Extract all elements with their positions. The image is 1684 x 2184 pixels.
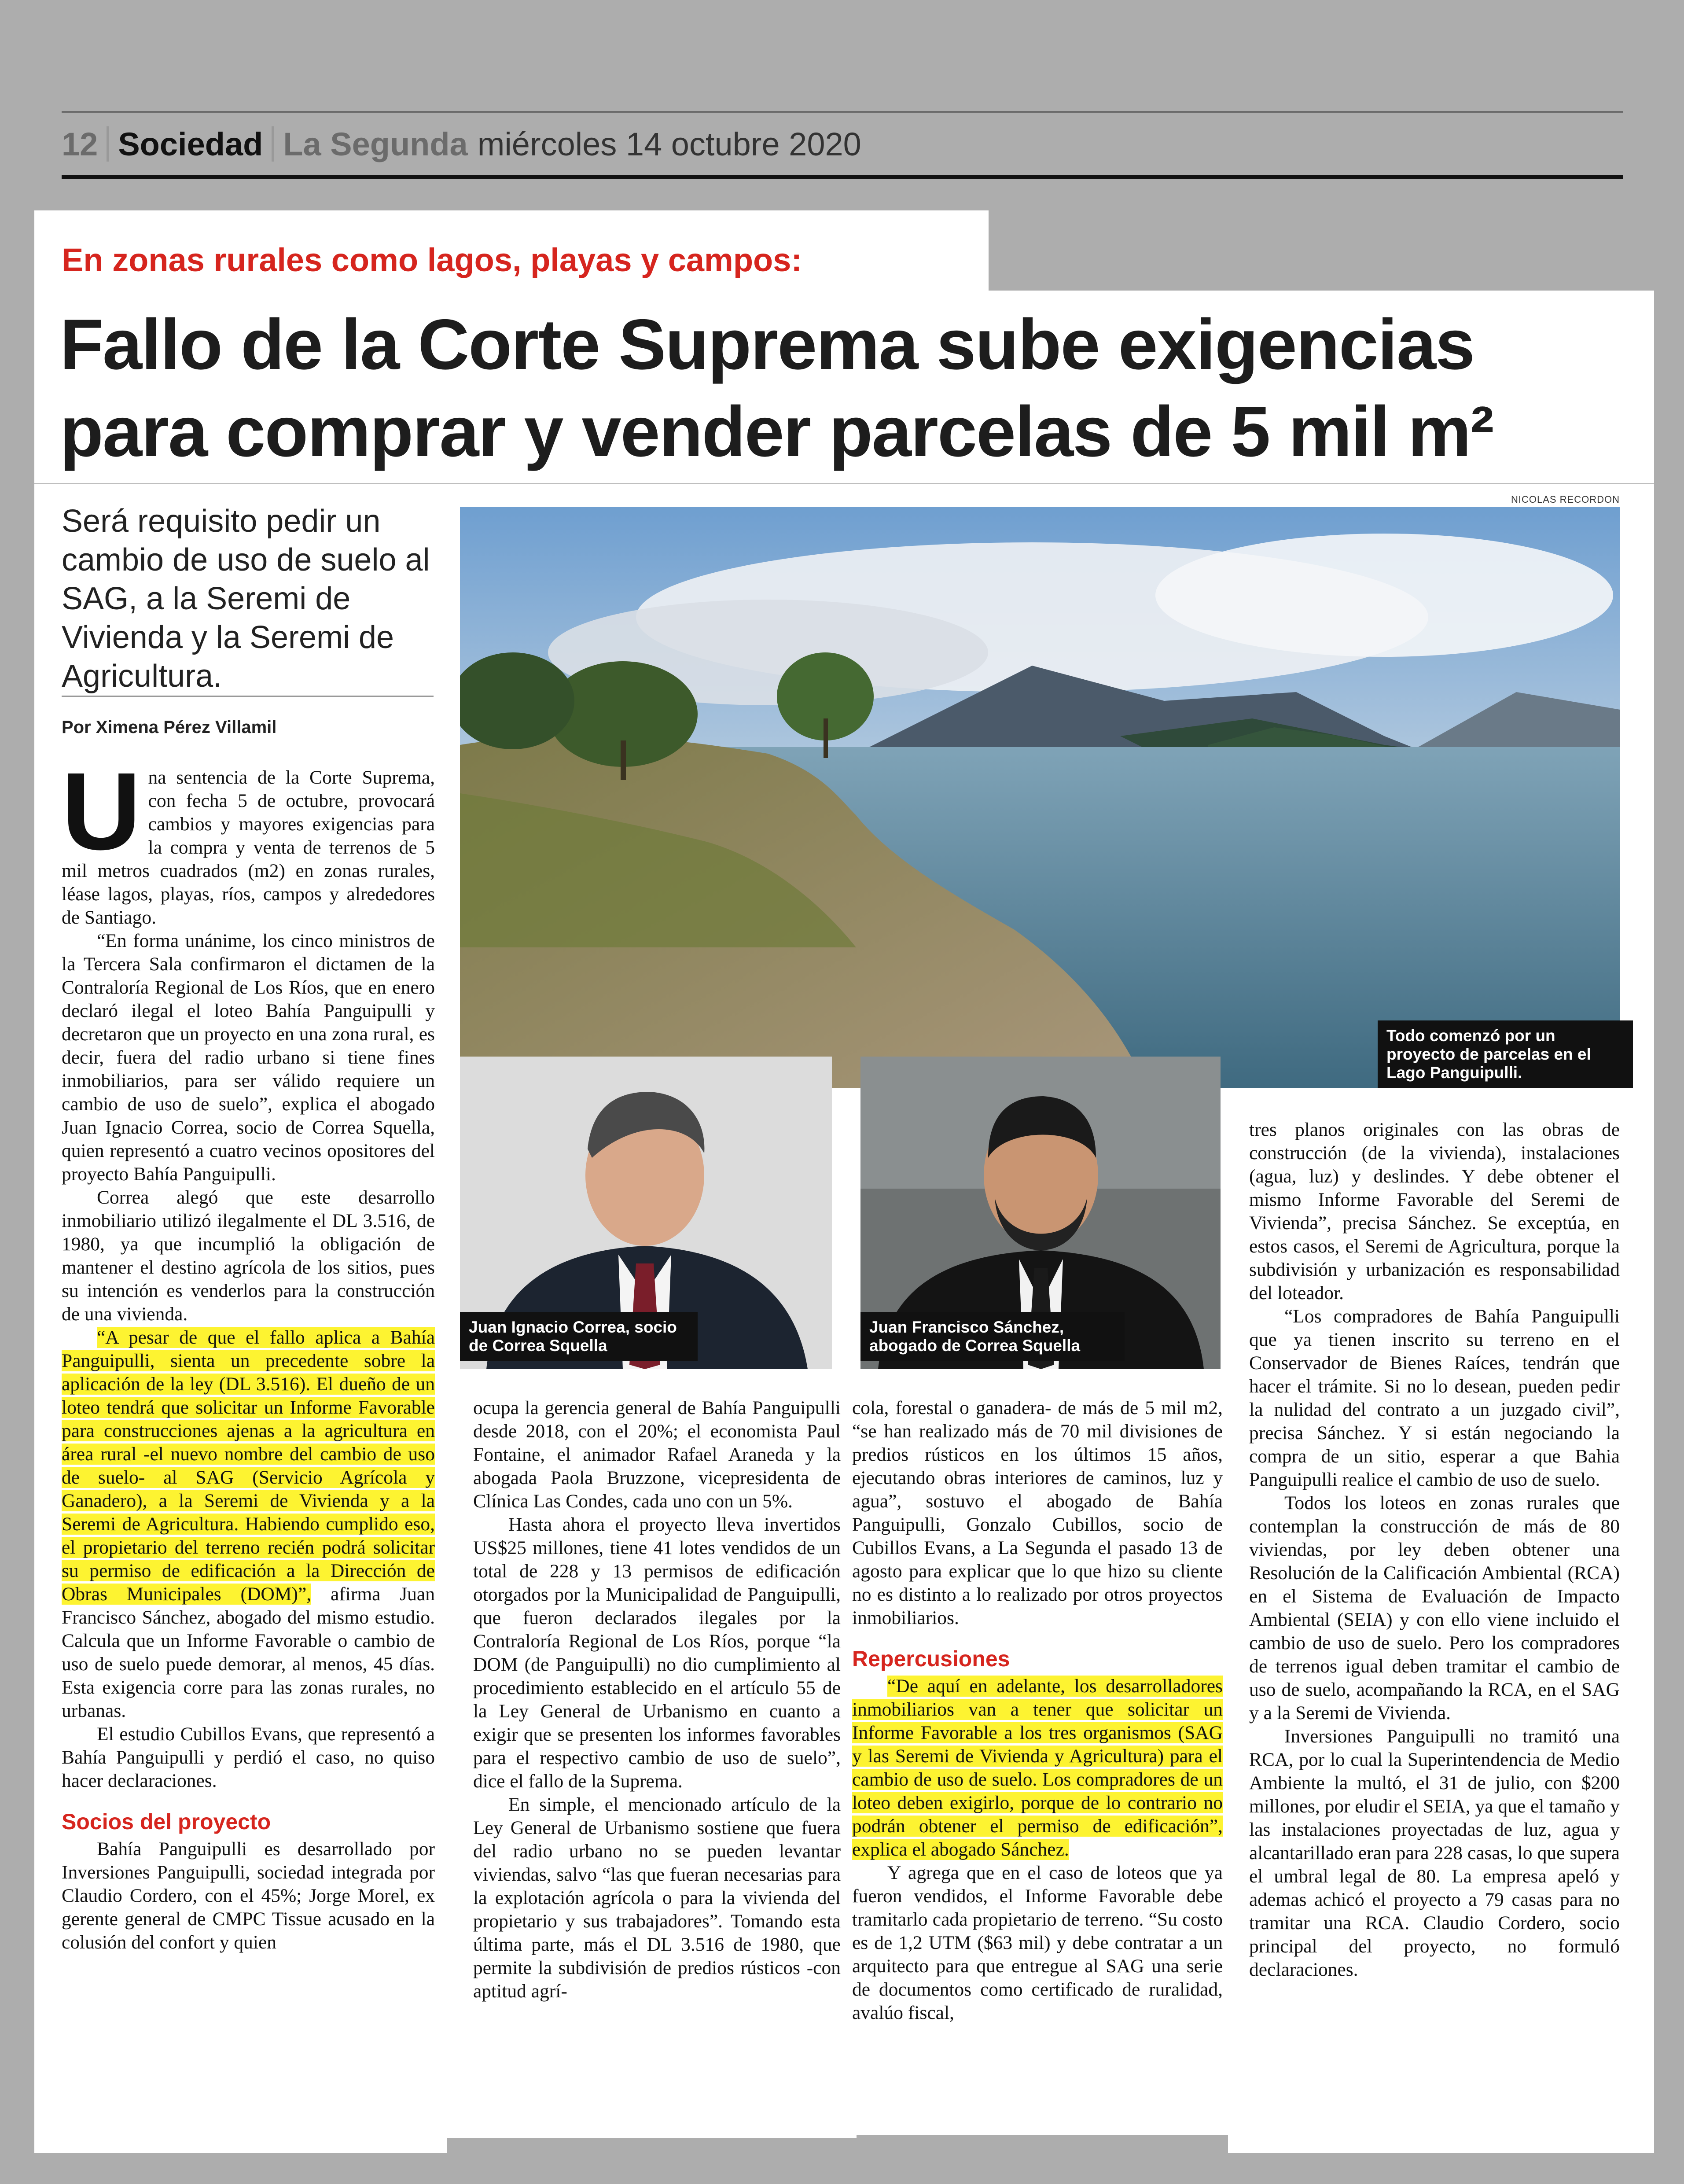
- portrait-caption: Juan Francisco Sánchez, abogado de Correa Squella: [860, 1312, 1125, 1361]
- header-top-rule: [62, 111, 1623, 113]
- highlighted-quote: “A pesar de que el fallo aplica a Bahía Panguipulli, sienta un precedente sobre la aplicación de la ley (DL 3.516). El dueño de un loteo tendrá que solicitar un Informe Favorable para construcciones ajenas a la agricultura en área rural -el nuevo nombre del cambio de uso de suelo- al SAG (Servicio Agrícola y Ganadero), a la Seremi de Vivienda y a la Seremi de Agricultura. Habiendo cumplido eso, el propietario del terreno recién podrá solicitar su permiso de edificación a la Dirección de Obras Municipales (DOM)”,: [62, 1327, 435, 1605]
- page-number: 12: [62, 125, 98, 162]
- article-kicker: En zonas rurales como lagos, playas y campos:: [62, 242, 802, 278]
- paragraph: Todos los loteos en zonas rurales que contemplan la construcción de más de 80 viviendas, por ley deben obtener una Resolución de la Calificación Ambiental (RCA) en el Sistema de Evaluación de Impacto Ambiental (SEIA) y con ello viene incluido el cambio de uso de suelo. Pero los compradores de terrenos igual deben tramitar el cambio de uso de suelo, acompañando la RCA, en el SAG y a la Seremi de Vivienda.: [1249, 1492, 1620, 1724]
- drop-cap: U: [62, 750, 141, 873]
- byline: Por Ximena Pérez Villamil: [62, 718, 277, 737]
- deck-divider: [62, 696, 434, 697]
- photo-caption: Todo comenzó por un proyecto de parcelas en el Lago Panguipulli.: [1378, 1020, 1633, 1088]
- paragraph-text: na sentencia de la Corte Suprema, con fecha 5 de octubre, provocará cambios y mayores exigencias para la compra y venta de terrenos de 5 mil metros cuadrados (m2) en zonas rurales, léase lagos, playas, ríos, campos y alrededores de Santiago.: [62, 767, 435, 928]
- paragraph: Y agrega que en el caso de loteos que ya fueron vendidos, el Informe Favorable debe tramitarlo cada propietario de terreno. “Su costo es de 1,2 UTM ($63 mil) y debe contratar a un arquitecto para que entregue al SAG una serie de documentos como certificado de ruralidad, avalúo fiscal,: [852, 1862, 1223, 2023]
- paragraph: El estudio Cubillos Evans, que representó a Bahía Panguipulli y perdió el caso, no quiso hacer declaraciones.: [62, 1724, 435, 1791]
- paragraph: ocupa la gerencia general de Bahía Panguipulli desde 2018, con el 20%; el economista Paul Fontaine, el animador Rafael Araneda y la abogada Paola Bruzzone, vicepresidenta de Clínica Las Condes, cada uno con un 5%.: [473, 1397, 841, 1512]
- paragraph: Hasta ahora el proyecto lleva invertidos US$25 millones, tiene 41 lotes vendidos de un total de 228 y 13 permisos de edificación otorgados por la Municipalidad de Panguipulli, que fueron declarados ilegales por la Contraloría Regional de Los Ríos, porque “la DOM (de Panguipulli) no dio cumplimiento al procedimiento establecido en el artículo 55 de la Ley General de Urbanismo en cuanto a exigir que se presenten los informes favorables para el respectivo cambio de uso de suelo”, dice el fallo de la Suprema.: [473, 1514, 841, 1792]
- paragraph-text: afirma Juan Francisco Sánchez, abogado del mismo estudio. Calcula que un Informe Favorable o cambio de uso de suelo puede demorar, al menos, 45 días. Esta exigencia corre para las zonas rurales, no urbanas.: [62, 1584, 435, 1721]
- subheading-socios: Socios del proyecto: [62, 1809, 271, 1834]
- headline-line-1: Fallo de la Corte Suprema sube exigencias: [60, 305, 1474, 384]
- header-bottom-rule: [62, 175, 1623, 179]
- paragraph: [62, 1326, 435, 1723]
- lake-photo: [460, 507, 1620, 1088]
- issue-date: miércoles 14 octubre 2020: [477, 125, 861, 162]
- newspaper-name: La Segunda: [283, 125, 468, 162]
- column-2-text: [473, 1396, 841, 2003]
- section-name: Sociedad: [118, 125, 263, 162]
- subheading-repercusiones: Repercusiones: [852, 1646, 1010, 1671]
- paragraph: “Los compradores de Bahía Panguipulli que ya tienen inscrito su terreno en el Conservador de Bienes Raíces, tendrán que hacer el trámite. Si no lo desean, pueden pedir la nulidad del contrato a un juzgado civil”, precisa Sánchez. Y si están negociando la compra de un sitio, esperar a que Bahia Panguipulli realice el cambio de uso de suelo.: [1249, 1306, 1620, 1490]
- column-3-text: [852, 1396, 1223, 2025]
- highlighted-quote: “De aquí en adelante, los desarrolladores inmobiliarios van a tener que solicitar un Informe Favorable a los tres organismos (SAG y las Seremi de Vivienda y Agricultura) para el cambio de uso de suelo. Los compradores de un loteo deben exigirlo, porque de lo contrario no podrán obtener el permiso de edificación”, explica el abogado Sánchez.: [852, 1676, 1223, 1860]
- paragraph: Bahía Panguipulli es desarrollado por Inversiones Panguipulli, sociedad integrada por Claudio Cordero, con el 45%; Jorge Morel, ex gerente general de CMPC Tissue acusado en la colusión del confort y quien: [62, 1838, 435, 1953]
- photo-credit: NICOLAS RECORDON: [1511, 494, 1620, 505]
- column-1-text: [62, 750, 435, 1954]
- paragraph: tres planos originales con las obras de construcción (de la vivienda), instalaciones (agua, luz) y deslindes. Y debe obtener el mismo Informe Favorable del Seremi de Vivienda”, precisa Sánchez. Se exceptúa, en estos casos, el Seremi de Agricultura, porque la subdivisión y urbanización es responsabilidad del loteador.: [1249, 1119, 1620, 1304]
- paragraph: cola, forestal o ganadera- de más de 5 mil m2, “se han realizado más de 70 mil divisiones de predios rústicos en los últimos 15 años, ejecutando obras interiores de caminos, luz y agua”, sostuvo el abogado de Bahía Panguipulli, Gonzalo Cubillos, socio de Cubillos Evans, a La Segunda el pasado 13 de agosto para explicar que lo que hizo su cliente no es distinto a lo realizado por otros proyectos inmobiliarios.: [852, 1397, 1223, 1628]
- paragraph: “En forma unánime, los cinco ministros de la Tercera Sala confirmaron el dictamen de la Contraloría Regional de Los Ríos, que en enero declaró ilegal el loteo Bahía Panguipulli y decretaron que un proyecto en una zona rural, es decir, fuera del radio urbano si tiene fines inmobiliarios, para ser válido requiere un cambio de uso de suelo”, explica el abogado Juan Ignacio Correa, socio de Correa Squella, quien representó a cuatro vecinos opositores del proyecto Bahía Panguipulli.: [62, 930, 435, 1185]
- headline-line-2: para comprar y vender parcelas de 5 mil m²: [60, 392, 1493, 471]
- column-4-text: [1249, 1118, 1620, 1981]
- paragraph: [62, 750, 435, 929]
- page-header: [62, 115, 861, 173]
- article-deck: Será requisito pedir un cambio de uso de suelo al SAG, a la Seremi de Vivienda y la Seremi de Agricultura.: [62, 504, 430, 694]
- paragraph: Correa alegó que este desarrollo inmobiliario utilizó ilegalmente el DL 3.516, de 1980, ya que incumplió la obligación de mantener el destino agrícola de los sitios, pues su intención es venderlos para la construcción de una vivienda.: [62, 1187, 435, 1325]
- portrait-caption: Juan Ignacio Correa, socio de Correa Squella: [460, 1312, 698, 1361]
- header-divider: [272, 126, 274, 162]
- paragraph: En simple, el mencionado artículo de la Ley General de Urbanismo sostiene que fuera del radio urbano no se pueden levantar viviendas, salvo “las que fueran necesarias para la explotación agrícola o para la vivienda del propietario y sus trabajadores”. Tomando esta última parte, más el DL 3.516 de 1980, que permite la subdivisión de predios rústicos -con aptitud agrí-: [473, 1794, 841, 2002]
- header-divider: [107, 126, 109, 162]
- paragraph: Inversiones Panguipulli no tramitó una RCA, por lo cual la Superintendencia de Medio Ambiente la multó, el 31 de julio, con $200 millones, por eludir el SEIA, ya que el tamaño y las instalaciones proyectadas de luz, agua y alcantarillado eran para 228 casas, lo que supera el umbral legal de 80. La empresa apeló y ademas achicó el proyecto a 79 casas para no tramitar una RCA. Claudio Cordero, socio principal del proyecto, no formuló declaraciones.: [1249, 1726, 1620, 1980]
- paragraph: [852, 1675, 1223, 1861]
